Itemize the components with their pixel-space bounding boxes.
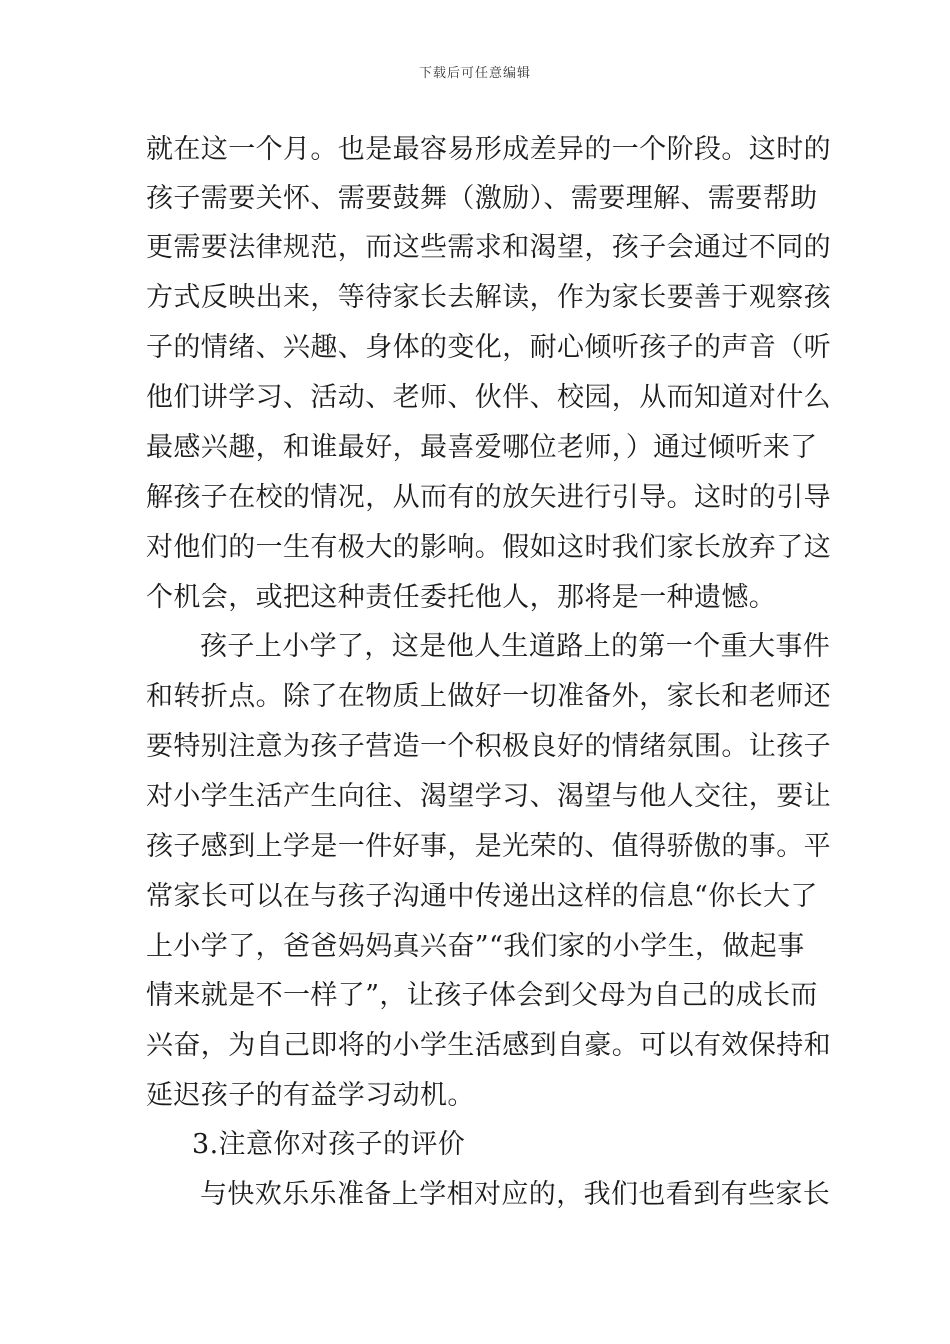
page-header: 下载后可任意编辑: [418, 66, 531, 81]
paragraph-first-line: 与快欢乐乐准备上学相对应的，我们也看到有些家长: [200, 1179, 831, 1210]
paragraph-line: 解孩子在校的情况，从而有的放矢进行引导。这时的引导: [146, 482, 831, 513]
paragraph-line: 上小学了，爸爸妈妈真兴奋”“我们家的小学生，做起事: [146, 931, 805, 962]
section-heading: 3.注意你对孩子的评价: [192, 1129, 466, 1160]
paragraph-line: 情来就是不一样了”，让孩子体会到父母为自己的成长而: [146, 980, 818, 1011]
paragraph-line: 对小学生活产生向往、渴望学习、渴望与他人交往，要让: [146, 781, 831, 812]
paragraph-line: 个机会，或把这种责任委托他人，那将是一种遗憾。: [146, 582, 777, 613]
paragraph-line: 对他们的一生有极大的影响。假如这时我们家长放弃了这: [146, 532, 831, 563]
paragraph-line: 兴奋，为自己即将的小学生活感到自豪。可以有效保持和: [146, 1030, 831, 1061]
paragraph-first-line: 孩子上小学了，这是他人生道路上的第一个重大事件: [200, 631, 831, 662]
paragraph-line: 方式反映出来，等待家长去解读，作为家长要善于观察孩: [146, 282, 831, 313]
paragraph-line: 他们讲学习、活动、老师、伙伴、校园，从而知道对什么: [146, 382, 831, 413]
paragraph-line: 更需要法律规范，而这些需求和渴望，孩子会通过不同的: [146, 232, 831, 263]
paragraph-line: 最感兴趣，和谁最好，最喜爱哪位老师，）通过倾听来了: [146, 432, 818, 463]
paragraph-line: 延迟孩子的有益学习动机。: [146, 1080, 475, 1111]
paragraph-line: 和转折点。除了在物质上做好一切准备外，家长和老师还: [146, 681, 831, 712]
paragraph-line: 孩子感到上学是一件好事，是光荣的、值得骄傲的事。平: [146, 831, 831, 862]
paragraph-line: 就在这一个月。也是最容易形成差异的一个阶段。这时的: [146, 134, 831, 165]
paragraph-line: 常家长可以在与孩子沟通中传递出这样的信息“你长大了: [146, 881, 818, 912]
paragraph-line: 子的情绪、兴趣、身体的变化，耐心倾听孩子的声音（听: [146, 332, 831, 363]
paragraph-line: 要特别注意为孩子营造一个积极良好的情绪氛围。让孩子: [146, 731, 831, 762]
paragraph-line: 孩子需要关怀、需要鼓舞（激励）、需要理解、需要帮助: [146, 183, 818, 214]
